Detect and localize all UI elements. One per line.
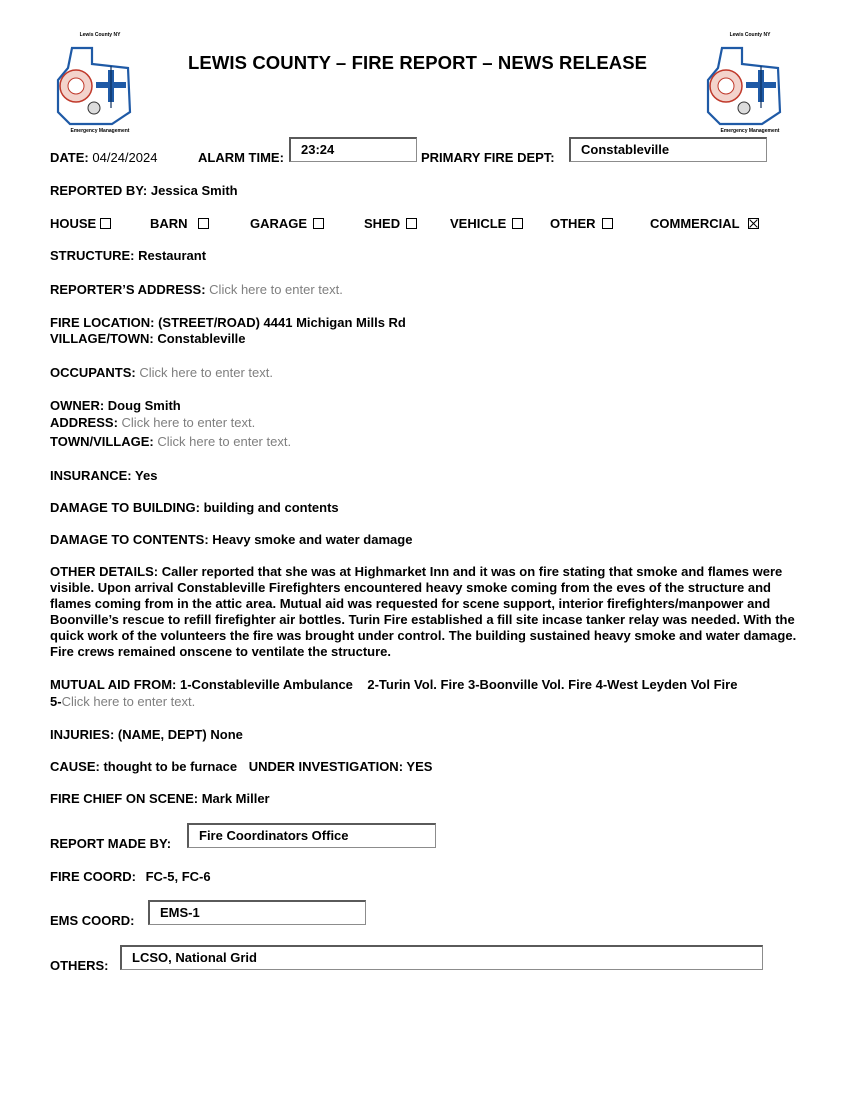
fire-location-value[interactable]: 4441 Michigan Mills Rd bbox=[263, 315, 406, 330]
logo-bottom-text: Emergency Management bbox=[720, 128, 780, 134]
ems-coord-field[interactable]: EMS-1 bbox=[148, 900, 366, 925]
owner-town-placeholder[interactable]: Click here to enter text. bbox=[157, 434, 292, 449]
checkbox-shed[interactable] bbox=[406, 218, 417, 229]
owner-address-label: ADDRESS: bbox=[50, 415, 118, 430]
date-label: DATE: bbox=[50, 150, 89, 165]
logo-top-text: Lewis County NY bbox=[79, 32, 121, 38]
fire-location-row bbox=[50, 315, 406, 330]
others-field[interactable]: LCSO, National Grid bbox=[120, 945, 763, 970]
cause-label: CAUSE: bbox=[50, 759, 100, 774]
primary-dept-label: PRIMARY FIRE DEPT: bbox=[421, 150, 555, 165]
checkbox-house[interactable] bbox=[100, 218, 111, 229]
checkbox-label: SHED bbox=[364, 216, 401, 231]
checkbox-label: VEHICLE bbox=[450, 216, 507, 231]
checkbox-label: GARAGE bbox=[250, 216, 308, 231]
reported-by-value[interactable]: Jessica Smith bbox=[150, 183, 238, 198]
damage-contents-label: DAMAGE TO CONTENTS: bbox=[50, 532, 209, 547]
checkbox-label: HOUSE bbox=[50, 216, 97, 231]
mutual-aid-row bbox=[50, 677, 737, 692]
reporter-address-label: REPORTER’S ADDRESS: bbox=[50, 282, 206, 297]
village-town-label: VILLAGE/TOWN: bbox=[50, 331, 154, 346]
logo-top-text: Lewis County NY bbox=[729, 32, 771, 38]
injuries-value[interactable]: None bbox=[210, 727, 243, 742]
other-details-label: OTHER DETAILS: bbox=[50, 564, 159, 579]
fire-chief-label: FIRE CHIEF ON SCENE: bbox=[50, 791, 199, 806]
owner-town-label: TOWN/VILLAGE: bbox=[50, 434, 154, 449]
damage-contents-row bbox=[50, 532, 412, 547]
report-made-by-field[interactable]: Fire Coordinators Office bbox=[187, 823, 436, 848]
structure-type-other[interactable] bbox=[550, 216, 613, 231]
checkbox-other[interactable] bbox=[602, 218, 613, 229]
structure-value[interactable]: Restaurant bbox=[138, 248, 207, 263]
checkbox-vehicle[interactable] bbox=[512, 218, 523, 229]
logo-left bbox=[50, 32, 150, 136]
investigation-label: UNDER INVESTIGATION: bbox=[248, 759, 404, 774]
date-row bbox=[50, 150, 157, 165]
reporter-address-placeholder[interactable]: Click here to enter text. bbox=[209, 282, 343, 297]
reporter-address-row bbox=[50, 282, 343, 297]
owner-label: OWNER: bbox=[50, 398, 105, 413]
logo-bottom-text: Emergency Management bbox=[70, 128, 130, 134]
fire-chief-value[interactable]: Mark Miller bbox=[201, 791, 270, 806]
ems-coord-label: EMS COORD: bbox=[50, 913, 135, 928]
report-made-by-label: REPORT MADE BY: bbox=[50, 836, 172, 851]
emergency-management-emblem-icon bbox=[50, 40, 150, 130]
village-town-value[interactable]: Constableville bbox=[157, 331, 246, 346]
structure-type-vehicle[interactable] bbox=[450, 216, 523, 231]
fire-chief-row bbox=[50, 791, 270, 806]
primary-dept-field[interactable]: Constableville bbox=[569, 137, 767, 162]
occupants-label: OCCUPANTS: bbox=[50, 365, 136, 380]
logo-right bbox=[700, 32, 800, 136]
injuries-label: INJURIES: (NAME, DEPT) bbox=[50, 727, 207, 742]
owner-row bbox=[50, 398, 181, 413]
village-town-row bbox=[50, 331, 246, 346]
mutual-aid-label: MUTUAL AID FROM: bbox=[50, 677, 177, 692]
owner-value[interactable]: Doug Smith bbox=[107, 398, 181, 413]
reported-by-label: REPORTED BY: bbox=[50, 183, 148, 198]
investigation-value[interactable]: YES bbox=[406, 759, 433, 774]
structure-type-barn[interactable] bbox=[150, 216, 209, 231]
fire-coord-row bbox=[50, 869, 211, 884]
structure-row bbox=[50, 248, 206, 263]
page-title: LEWIS COUNTY – FIRE REPORT – NEWS RELEASE bbox=[188, 52, 648, 73]
fire-location-label: FIRE LOCATION: (STREET/ROAD) bbox=[50, 315, 260, 330]
structure-type-garage[interactable] bbox=[250, 216, 324, 231]
structure-type-house[interactable] bbox=[50, 216, 111, 231]
emergency-management-emblem-icon bbox=[700, 40, 800, 130]
owner-address-placeholder[interactable]: Click here to enter text. bbox=[121, 415, 256, 430]
injuries-row bbox=[50, 727, 243, 742]
insurance-value[interactable]: Yes bbox=[135, 468, 158, 483]
alarm-time-field[interactable]: 23:24 bbox=[289, 137, 417, 162]
checkbox-label: OTHER bbox=[550, 216, 596, 231]
checkbox-garage[interactable] bbox=[313, 218, 324, 229]
structure-label: STRUCTURE: bbox=[50, 248, 135, 263]
mutual-aid-value[interactable]: 1-Constableville Ambulance 2-Turin Vol. Fire 3-Boonville Vol. Fire 4-West Leyden Vol Fire bbox=[180, 677, 738, 692]
checkbox-label: COMMERCIAL bbox=[650, 216, 740, 231]
damage-building-label: DAMAGE TO BUILDING: bbox=[50, 500, 200, 515]
damage-contents-value[interactable]: Heavy smoke and water damage bbox=[212, 532, 413, 547]
occupants-placeholder[interactable]: Click here to enter text. bbox=[139, 365, 273, 380]
owner-address-row bbox=[50, 415, 255, 430]
damage-building-value[interactable]: building and contents bbox=[203, 500, 339, 515]
owner-town-row bbox=[50, 434, 291, 449]
checkbox-commercial[interactable] bbox=[748, 218, 759, 229]
fire-coord-label: FIRE COORD: bbox=[50, 869, 136, 884]
cause-value[interactable]: thought to be furnace bbox=[103, 759, 238, 774]
checkbox-label: BARN bbox=[150, 216, 188, 231]
occupants-row bbox=[50, 365, 273, 380]
alarm-time-label: ALARM TIME: bbox=[198, 150, 284, 165]
others-label: OTHERS: bbox=[50, 958, 109, 973]
mutual-aid-item5-label: 5- bbox=[50, 694, 62, 709]
mutual-aid-item5-row bbox=[50, 694, 195, 709]
structure-type-commercial[interactable] bbox=[650, 216, 759, 231]
damage-building-row bbox=[50, 500, 339, 515]
fire-coord-value[interactable]: FC-5, FC-6 bbox=[145, 869, 211, 884]
date-value[interactable]: 04/24/2024 bbox=[92, 150, 158, 165]
insurance-label: INSURANCE: bbox=[50, 468, 132, 483]
other-details-value[interactable]: Caller reported that she was at Highmarket Inn and it was on fire stating that smoke and flames were visible. Upon arrival Constableville Firefighters encountered heavy smoke coming from the eves of the structure and flames coming from in the attic area. Mutual aid was requested for scene support, interior firefighters/manpower and Boonville’s rescue to refill firefighter air bottles. Turin Fire established a fill site incase tanker relay was needed. With the quick work of the volunteers the fire was brought under control. The building sustained heavy smoke and water damage. Fire crews remained onscene to ventilate the structure. bbox=[50, 564, 797, 659]
reported-by-row bbox=[50, 183, 238, 198]
cause-row bbox=[50, 759, 432, 774]
insurance-row bbox=[50, 468, 157, 483]
other-details-block bbox=[50, 564, 810, 660]
checkbox-barn[interactable] bbox=[198, 218, 209, 229]
structure-type-shed[interactable] bbox=[364, 216, 417, 231]
mutual-aid-item5-placeholder[interactable]: Click here to enter text. bbox=[61, 694, 196, 709]
